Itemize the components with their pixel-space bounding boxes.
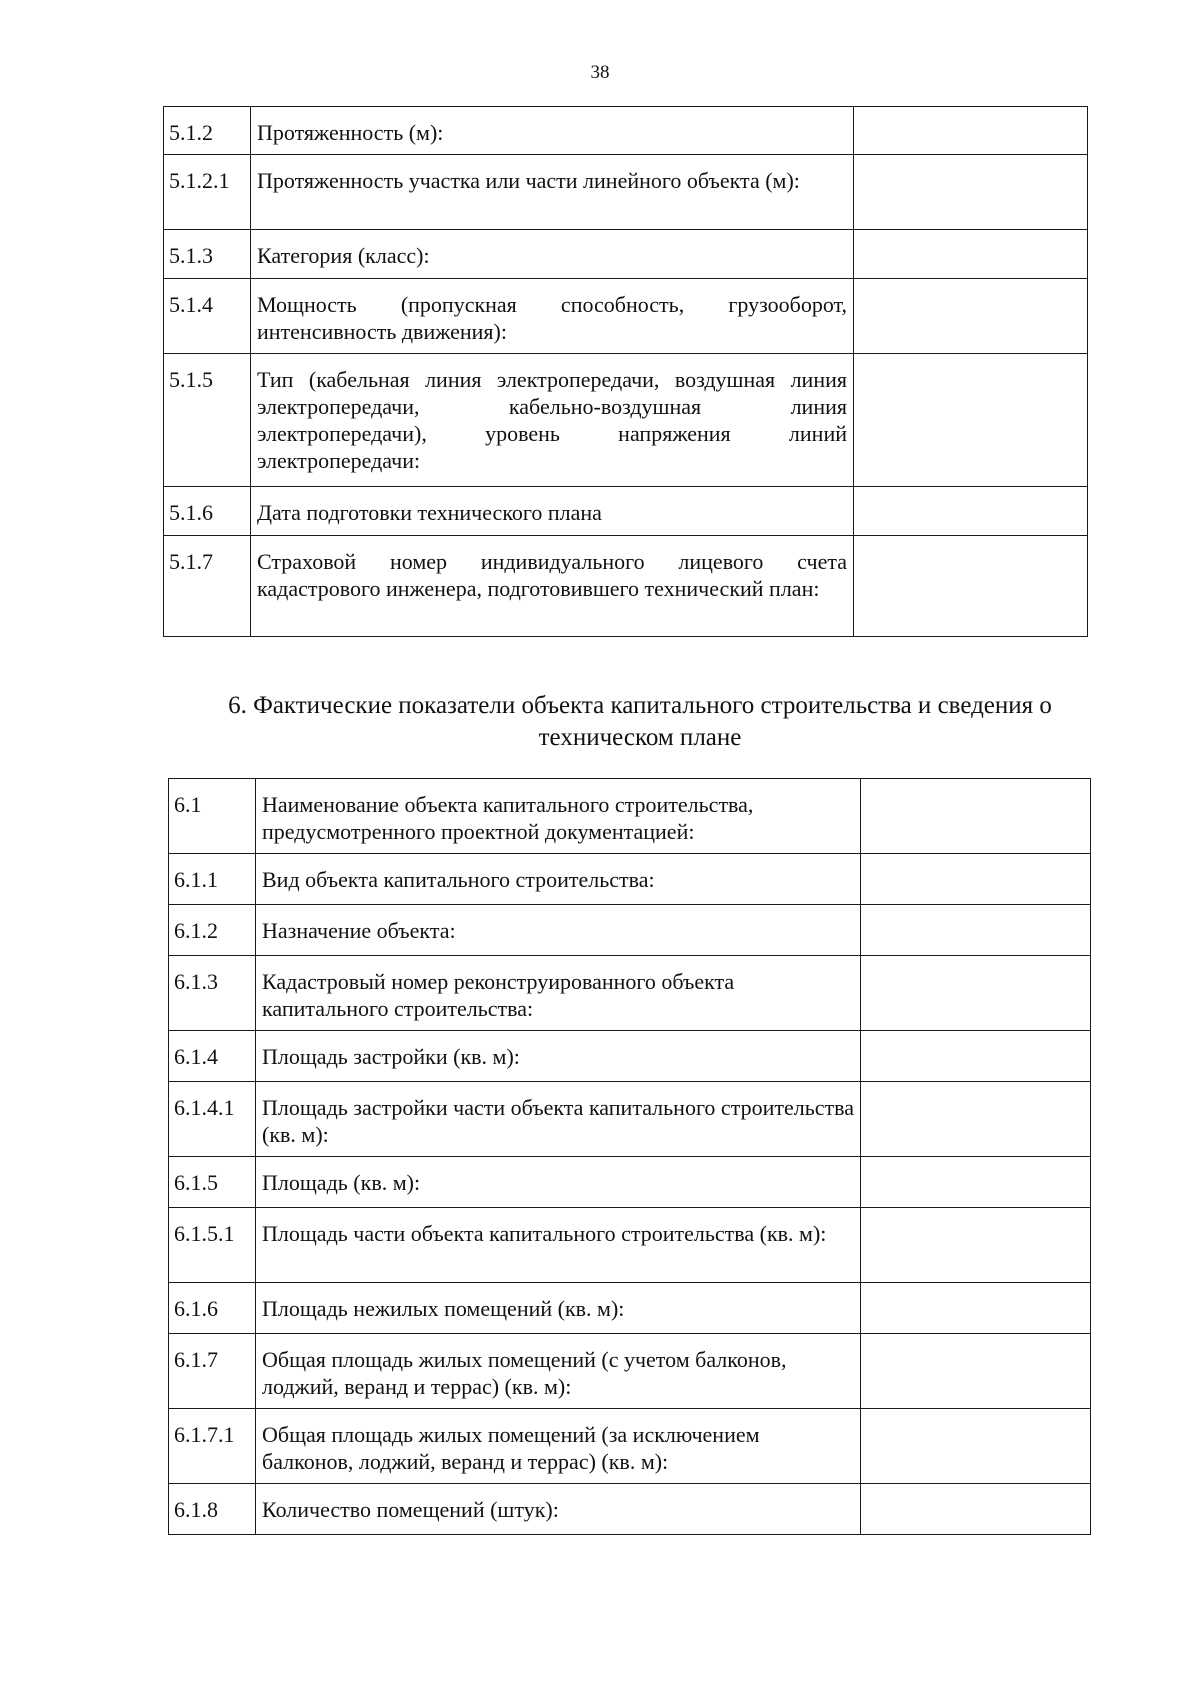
table-row — [164, 155, 1088, 230]
value-cell[interactable] — [854, 107, 1088, 155]
value-cell[interactable] — [861, 779, 1091, 854]
table-row — [169, 1031, 1091, 1082]
section-5-table — [163, 106, 1088, 637]
section-6-table — [168, 778, 1091, 1535]
row-number: 6.1.5 — [169, 1157, 256, 1208]
row-number: 5.1.7 — [164, 536, 251, 637]
row-label: Тип (кабельная линия электропередачи, воздушная линия электропередачи, кабельно-воздушная линия электропередачи), уровень напряжения линий электропередачи: — [251, 354, 854, 487]
row-label: Наименование объекта капитального строительства, предусмотренного проектной документацией: — [256, 779, 861, 854]
table-row — [164, 487, 1088, 536]
table-row — [169, 1082, 1091, 1157]
row-number: 6.1.7.1 — [169, 1409, 256, 1484]
value-cell[interactable] — [854, 487, 1088, 536]
value-cell[interactable] — [861, 1283, 1091, 1334]
table-row — [164, 279, 1088, 354]
row-number: 6.1 — [169, 779, 256, 854]
row-label: Площадь застройки части объекта капитального строительства (кв. м): — [256, 1082, 861, 1157]
row-label: Количество помещений (штук): — [256, 1484, 861, 1535]
row-number: 6.1.1 — [169, 854, 256, 905]
value-cell[interactable] — [861, 1334, 1091, 1409]
row-label: Кадастровый номер реконструированного объекта капитального строительства: — [256, 956, 861, 1031]
row-label: Категория (класс): — [251, 230, 854, 279]
table-row — [169, 905, 1091, 956]
row-number: 6.1.7 — [169, 1334, 256, 1409]
row-label: Общая площадь жилых помещений (за исключением балконов, лоджий, веранд и террас) (кв. м): — [256, 1409, 861, 1484]
value-cell[interactable] — [854, 230, 1088, 279]
row-number: 5.1.2 — [164, 107, 251, 155]
row-label: Протяженность (м): — [251, 107, 854, 155]
row-label: Протяженность участка или части линейного объекта (м): — [251, 155, 854, 230]
value-cell[interactable] — [861, 1409, 1091, 1484]
table-row — [169, 1484, 1091, 1535]
row-label: Общая площадь жилых помещений (с учетом балконов, лоджий, веранд и террас) (кв. м): — [256, 1334, 861, 1409]
row-number: 5.1.5 — [164, 354, 251, 487]
row-number: 6.1.4.1 — [169, 1082, 256, 1157]
row-label: Вид объекта капитального строительства: — [256, 854, 861, 905]
row-label: Площадь застройки (кв. м): — [256, 1031, 861, 1082]
row-number: 5.1.2.1 — [164, 155, 251, 230]
value-cell[interactable] — [861, 1484, 1091, 1535]
row-label: Назначение объекта: — [256, 905, 861, 956]
table-row — [169, 1157, 1091, 1208]
value-cell[interactable] — [861, 956, 1091, 1031]
row-number: 6.1.6 — [169, 1283, 256, 1334]
row-label: Площадь (кв. м): — [256, 1157, 861, 1208]
row-label: Дата подготовки технического плана — [251, 487, 854, 536]
table-row — [164, 536, 1088, 637]
row-label: Страховой номер индивидуального лицевого счета кадастрового инженера, подготовившего технический план: — [251, 536, 854, 637]
value-cell[interactable] — [861, 1157, 1091, 1208]
table-row — [169, 1283, 1091, 1334]
row-number: 6.1.8 — [169, 1484, 256, 1535]
page-number: 38 — [590, 62, 610, 83]
table-row — [164, 230, 1088, 279]
value-cell[interactable] — [861, 905, 1091, 956]
row-number: 6.1.4 — [169, 1031, 256, 1082]
row-label: Площадь части объекта капитального строительства (кв. м): — [256, 1208, 861, 1283]
row-number: 6.1.5.1 — [169, 1208, 256, 1283]
table-row — [169, 1208, 1091, 1283]
table-row — [169, 1334, 1091, 1409]
value-cell[interactable] — [854, 354, 1088, 487]
table-row — [169, 779, 1091, 854]
value-cell[interactable] — [861, 1208, 1091, 1283]
row-number: 6.1.2 — [169, 905, 256, 956]
section-6-heading: 6. Фактические показатели объекта капитального строительства и сведения о техническом плане — [228, 692, 1052, 751]
value-cell[interactable] — [861, 1082, 1091, 1157]
value-cell[interactable] — [854, 155, 1088, 230]
value-cell[interactable] — [854, 536, 1088, 637]
table-row — [164, 107, 1088, 155]
value-cell[interactable] — [854, 279, 1088, 354]
row-number: 6.1.3 — [169, 956, 256, 1031]
row-number: 5.1.3 — [164, 230, 251, 279]
table-row — [164, 354, 1088, 487]
row-number: 5.1.4 — [164, 279, 251, 354]
value-cell[interactable] — [861, 1031, 1091, 1082]
row-label: Мощность (пропускная способность, грузооборот, интенсивность движения): — [251, 279, 854, 354]
table-row — [169, 956, 1091, 1031]
row-number: 5.1.6 — [164, 487, 251, 536]
value-cell[interactable] — [861, 854, 1091, 905]
row-label: Площадь нежилых помещений (кв. м): — [256, 1283, 861, 1334]
table-row — [169, 854, 1091, 905]
table-row — [169, 1409, 1091, 1484]
